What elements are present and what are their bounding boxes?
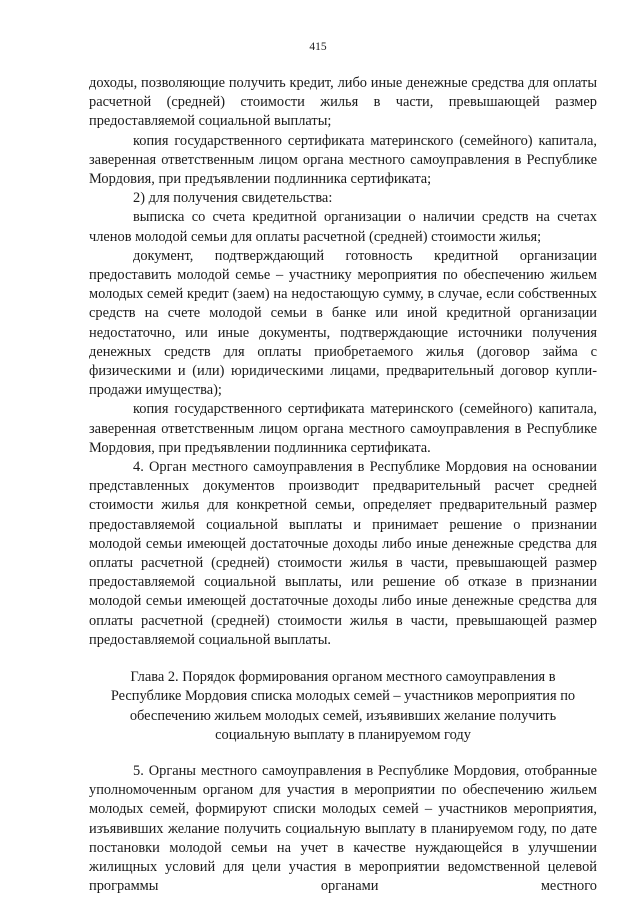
paragraph: документ, подтверждающий готовность кредитной организации предоставить молодой семье – участнику мероприятия по обеспечению жильем молодых семей кредит (заем) на недостающую сумму, в случае, если собственных средств на счете молодой семьи в банке или иной кредитной организации недостаточно, или иные документы, подтверждающие источники получения денежных средств для оплаты приобретаемого жилья (договор займа с физическими и (или) юридическими лицами, предварительный договор купли-продажи имущества); [89,247,597,399]
chapter-title-line-4: социальную выплату в планируемом году [215,726,471,743]
paragraph: выписка со счета кредитной организации о наличии средств на счетах членов молодой семьи для оплаты расчетной (средней) стоимости жилья; [89,209,597,245]
paragraph: доходы, позволяющие получить кредит, либо иные денежные средства для оплаты расчетной (средней) стоимости жилья в части, превышающей размер предоставляемой социальной выплаты; [89,75,597,130]
page-number: 415 [309,41,327,53]
chapter-heading [89,668,597,745]
section-gap [89,745,597,762]
paragraph: 4. Орган местного самоуправления в Республике Мордовия на основании представленных документов производит предварительный расчет средней стоимости жилья для конкретной семьи, определяет предварительный размер предоставляемой социальной выплаты и принимает решение о признании молодой семьи имеющей достаточные доходы либо иные денежные средства для оплаты расчетной (средней) стоимости жилья в части, превышающей размер предоставляемой социальной выплаты, или решение об отказе в признании молодой семьи имеющей достаточные доходы либо иные денежные средства для оплаты расчетной (средней) стоимости жилья в части, превышающей размер предоставляемой социальной выплаты. [89,459,597,648]
chapter-title-line-2: Республике Мордовия списка молодых семей – участников мероприятия по [110,688,576,705]
paragraphs-after-chapter [89,762,597,896]
chapter-title-line-1: Глава 2. Порядок формирования органом местного самоуправления в [130,669,556,686]
paragraph: копия государственного сертификата материнского (семейного) капитала, заверенная ответственным лицом органа местного самоуправления в Республике Мордовия, при предъявлении подлинника сертификата; [89,132,597,188]
paragraph: 2) для получения свидетельства: [133,190,333,207]
paragraphs-before-chapter [89,74,597,650]
chapter-title-line-3: обеспечению жильем молодых семей, изъявивших желание получить [129,707,557,724]
paragraph: 5. Органы местного самоуправления в Республике Мордовия, отобранные уполномоченным органом для участия в мероприятии по обеспечению жильем молодых семей, формируют списки молодых семей – участников мероприятия, изъявивших желание получить социальную выплату в планируемом году, по дате постановки молодой семьи на учет в качестве нуждающейся в улучшении жилищных условий для цели участия в мероприятии ведомственной целевой программы органами местного [89,762,597,895]
document-body [89,74,597,896]
paragraph: копия государственного сертификата материнского (семейного) капитала, заверенная ответственным лицом органа местного самоуправления в Республике Мордовия, при предъявлении подлинника сертификата. [89,401,597,456]
